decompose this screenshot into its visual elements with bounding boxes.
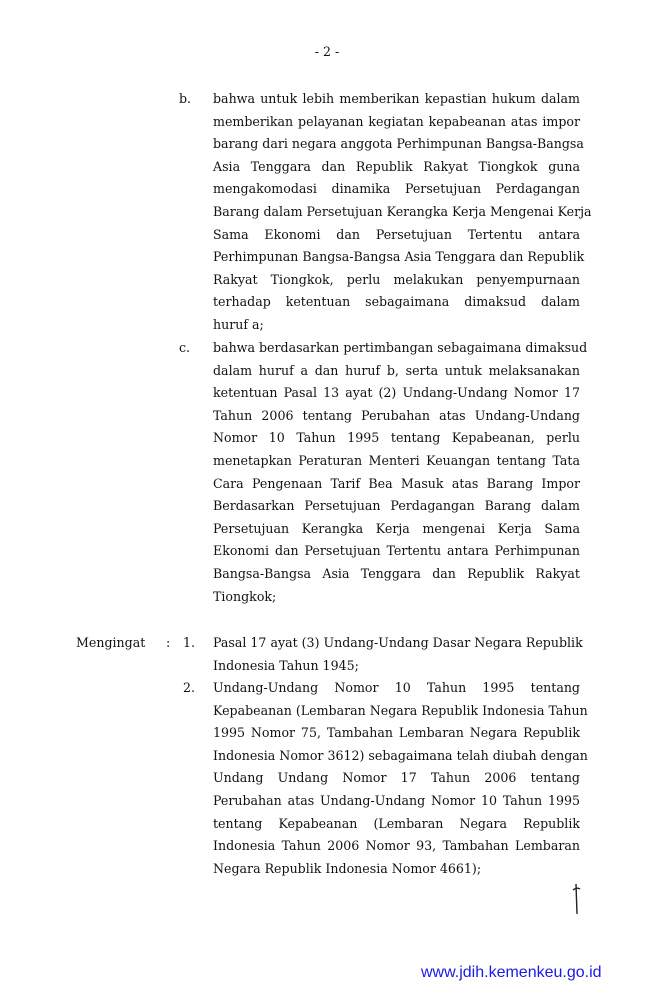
text-line: Kepabeanan (Lembaran Negara Republik Indonesia Tahun bbox=[213, 702, 588, 718]
jdih-website-link[interactable]: www.jdih.kemenkeu.go.id bbox=[421, 964, 602, 981]
text-line: Sama Ekonomi dan Persetujuan Tertentu antara bbox=[213, 226, 580, 242]
item-label: 1. bbox=[183, 635, 196, 650]
text-line: mengakomodasi dinamika Persetujuan Perdagangan bbox=[213, 181, 580, 197]
text-line: 1995 Nomor 75, Tambahan Lembaran Negara Republik bbox=[213, 725, 580, 741]
item-label: b. bbox=[179, 91, 192, 106]
text-line: Berdasarkan Persetujuan Perdagangan Barang dalam bbox=[213, 498, 580, 514]
text-line: Persetujuan Kerangka Kerja mengenai Kerja Sama bbox=[213, 520, 580, 536]
text-line: Bangsa-Bangsa Asia Tenggara dan Republik Rakyat bbox=[213, 565, 580, 581]
text-line: bahwa untuk lebih memberikan kepastian hukum dalam bbox=[213, 91, 580, 106]
text-line: Ekonomi dan Persetujuan Tertentu antara Perhimpunan bbox=[213, 543, 580, 559]
paraf-signature-mark bbox=[570, 882, 584, 919]
text-line: Rakyat Tiongkok, perlu melakukan penyempurnaan bbox=[213, 271, 580, 287]
text-line: huruf a; bbox=[213, 316, 264, 332]
text-line: memberikan pelayanan kegiatan kepabeanan atas impor bbox=[213, 113, 580, 129]
page-number: - 2 - bbox=[314, 44, 340, 59]
text-line: tentang Kepabeanan (Lembaran Negara Republik bbox=[213, 815, 580, 831]
text-line: Nomor 10 Tahun 1995 tentang Kepabeanan, perlu bbox=[213, 430, 580, 446]
text-line: Cara Pengenaan Tarif Bea Masuk atas Barang Impor bbox=[213, 475, 580, 491]
item-label: c. bbox=[179, 340, 191, 355]
text-line: Asia Tenggara dan Republik Rakyat Tiongkok guna bbox=[213, 158, 580, 174]
text-line: Undang Undang Nomor 17 Tahun 2006 tentang bbox=[213, 770, 580, 786]
text-line: ketentuan Pasal 13 ayat (2) Undang-Undang Nomor 17 bbox=[213, 385, 580, 401]
text-line: Pasal 17 ayat (3) Undang-Undang Dasar Negara Republik bbox=[213, 635, 583, 650]
text-line: Negara Republik Indonesia Nomor 4661); bbox=[213, 860, 482, 876]
text-line: Barang dalam Persetujuan Kerangka Kerja Mengenai Kerja bbox=[213, 203, 592, 219]
text-line: bahwa berdasarkan pertimbangan sebagaimana dimaksud bbox=[213, 340, 588, 355]
text-line: Perhimpunan Bangsa-Bangsa Asia Tenggara dan Republik bbox=[213, 249, 585, 265]
text-line: Tiongkok; bbox=[213, 588, 277, 604]
mengingat-heading: Mengingat bbox=[76, 635, 146, 650]
text-line: Undang-Undang Nomor 10 Tahun 1995 tentang bbox=[213, 680, 580, 695]
text-line: barang dari negara anggota Perhimpunan Bangsa-Bangsa bbox=[213, 136, 584, 152]
text-line: Perubahan atas Undang-Undang Nomor 10 Tahun 1995 bbox=[213, 792, 580, 808]
text-line: Tahun 2006 tentang Perubahan atas Undang-Undang bbox=[213, 407, 580, 423]
text-line: menetapkan Peraturan Menteri Keuangan tentang Tata bbox=[213, 452, 580, 468]
text-line: Indonesia Tahun 1945; bbox=[213, 657, 359, 673]
text-line: Indonesia Nomor 3612) sebagaimana telah diubah dengan bbox=[213, 747, 588, 763]
text-line: dalam huruf a dan huruf b, serta untuk melaksanakan bbox=[213, 362, 580, 378]
mengingat-colon: : bbox=[166, 635, 171, 650]
item-label: 2. bbox=[183, 680, 196, 695]
text-line: Indonesia Tahun 2006 Nomor 93, Tambahan Lembaran bbox=[213, 838, 580, 854]
text-line: terhadap ketentuan sebagaimana dimaksud dalam bbox=[213, 294, 580, 310]
